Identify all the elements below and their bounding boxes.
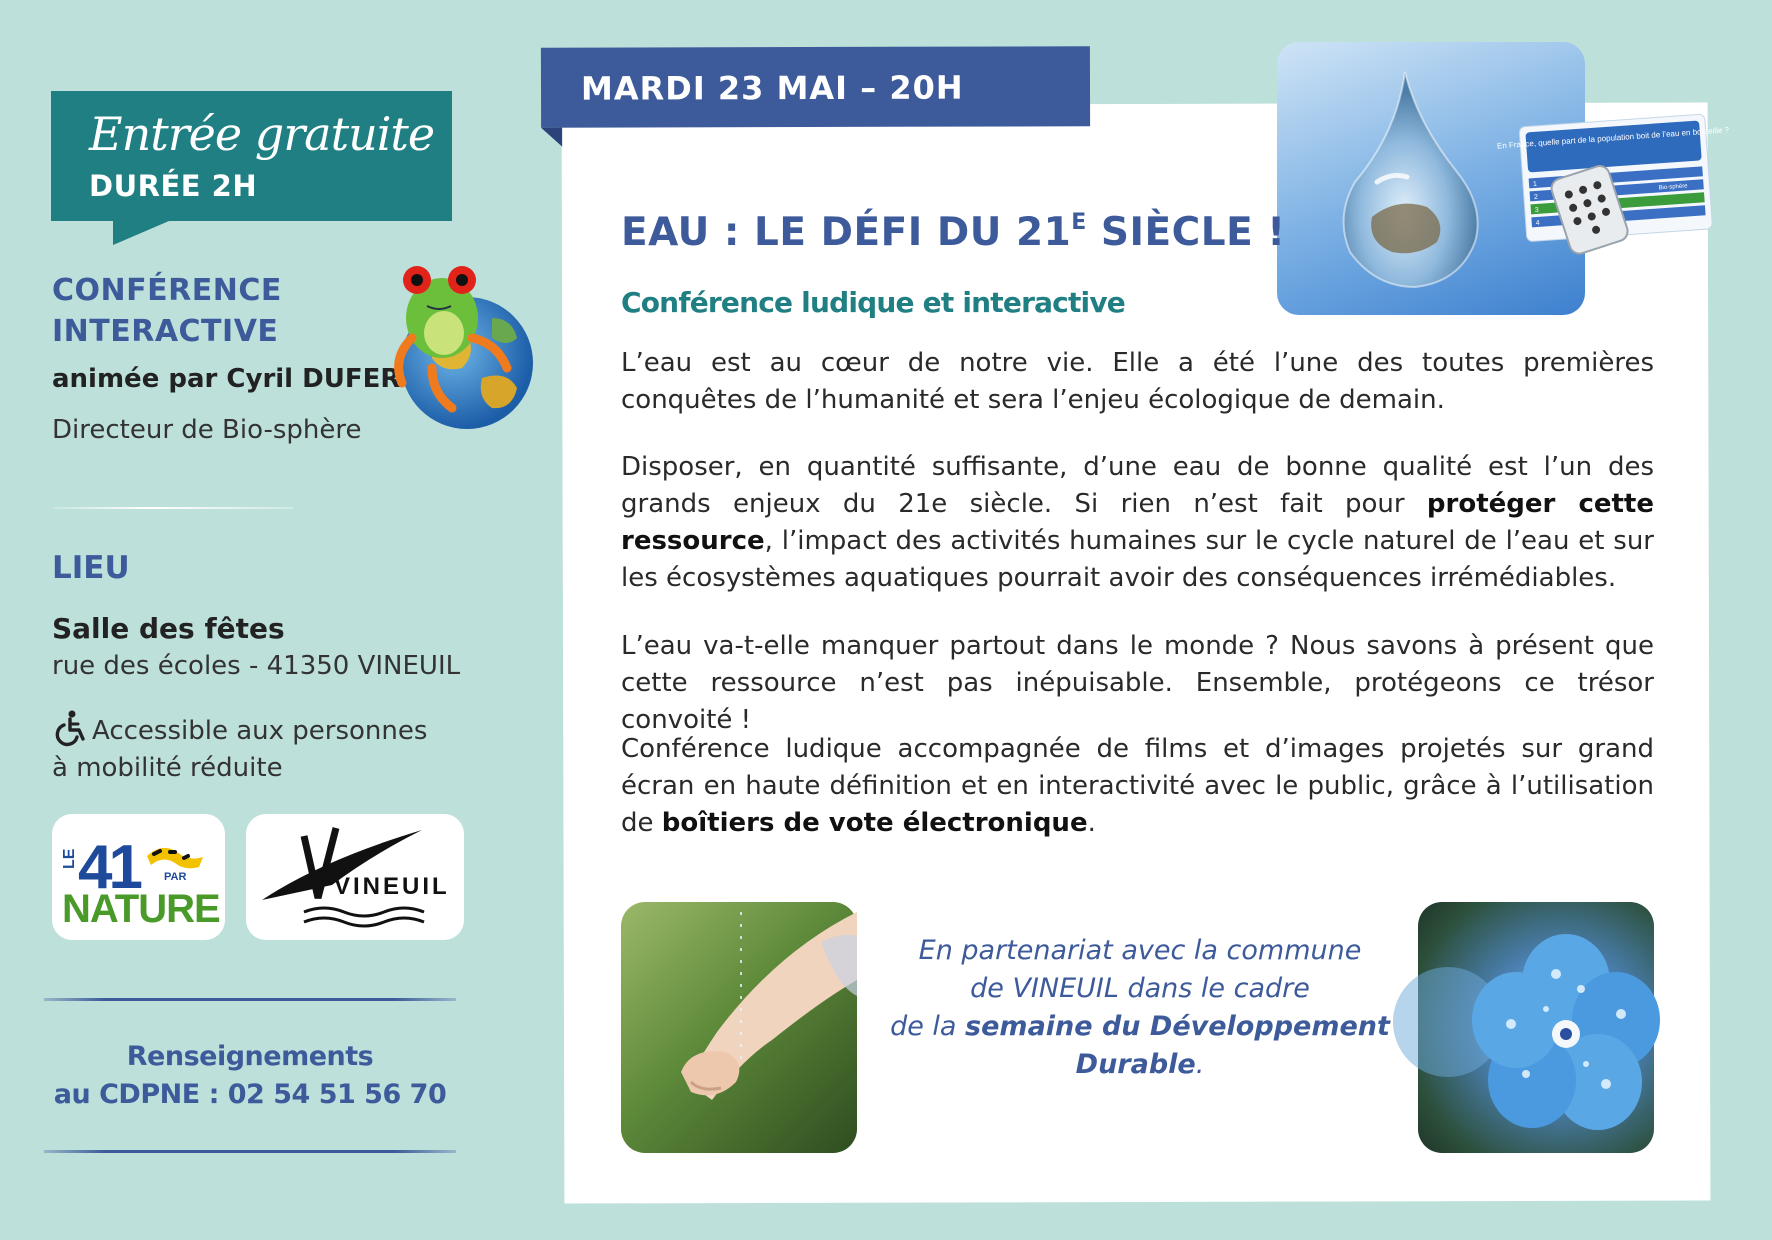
- quiz-option-1-num: 1: [1532, 180, 1538, 189]
- water-drop-graphic: [1277, 42, 1730, 315]
- frog-on-globe-image: [372, 258, 547, 433]
- accessibility-note: [52, 710, 452, 787]
- le41-par-nature-logo: [52, 814, 225, 940]
- location-heading: LIEU: [52, 550, 130, 586]
- quiz-option-3-num: 3: [1534, 206, 1540, 215]
- accessibility-line2: à mobilité réduite: [52, 753, 283, 783]
- left-rule-bottom: [44, 1150, 456, 1153]
- vineuil-logo: [246, 814, 464, 940]
- partnership-line3-start: de la: [890, 1011, 966, 1042]
- date-ribbon: [541, 46, 1090, 127]
- venue-address: rue des écoles - 41350 VINEUIL: [52, 651, 461, 681]
- le41-le-text: LE: [61, 848, 78, 869]
- vineuil-text: VINEUIL: [334, 873, 450, 900]
- info-line1: Renseignements: [126, 1041, 374, 1072]
- paragraph-1: L’eau est au cœur de notre vie. Elle a été l’une des toutes premières conquêtes de l’humanité et sera l’enjeu écologique de demain.: [621, 348, 1654, 415]
- paragraph-2: [621, 449, 1654, 597]
- event-title: [621, 210, 1286, 255]
- wheelchair-icon: [52, 710, 88, 746]
- partnership-line3: [880, 1008, 1400, 1046]
- left-separator: [53, 507, 293, 509]
- paragraph-4: [621, 731, 1654, 842]
- duration-text: DURÉE 2H: [89, 169, 258, 203]
- water-drop-image: [1277, 42, 1730, 315]
- speaker-name: animée par Cyril DUFER: [52, 364, 401, 394]
- conference-title-line1: CONFÉRENCE: [52, 273, 282, 308]
- le41-nature-text: NATURE: [62, 887, 220, 931]
- paragraph-4-start: Conférence ludique accompagnée de films et d’images projetés sur grand écran en haute définition et en interactivité avec le public, grâce à l’utilisation de: [621, 734, 1654, 838]
- le41-logo-graphic: [52, 814, 225, 940]
- partnership-line4-bold: Durable: [1075, 1049, 1196, 1080]
- conference-title-line2: INTERACTIVE: [52, 314, 279, 349]
- event-subtitle: Conférence ludique et interactive: [621, 286, 1126, 319]
- partnership-note: [880, 932, 1400, 1084]
- le41-par-text: PAR: [164, 871, 187, 883]
- event-title-main: EAU : LE DÉFI DU 21: [621, 210, 1072, 255]
- quiz-option-4-num: 4: [1535, 219, 1540, 228]
- info-line2: au CDPNE : 02 54 51 56 70: [53, 1079, 447, 1110]
- event-title-end: SIÈCLE !: [1086, 210, 1286, 255]
- quiz-option-2-num: 2: [1533, 193, 1539, 202]
- le41-number-text: 41: [78, 833, 139, 902]
- info-contact: [44, 1038, 456, 1114]
- partnership-line2: de VINEUIL dans le cadre: [970, 973, 1310, 1004]
- vineuil-logo-graphic: [246, 814, 464, 940]
- event-title-superscript: E: [1071, 210, 1087, 235]
- hand-water-photo: [621, 902, 857, 1153]
- quiz-brand-text: Bio-sphère: [1658, 183, 1688, 192]
- free-entry-text: Entrée gratuite: [89, 107, 435, 161]
- partnership-line4-end: .: [1195, 1049, 1205, 1080]
- left-rule-top: [44, 998, 456, 1001]
- free-entry-badge: [51, 91, 452, 221]
- partnership-line3-bold: semaine du Développement: [965, 1011, 1390, 1042]
- paragraph-3: L’eau va-t-elle manquer partout dans le monde ? Nous savons à présent que cette ressource n’est pas inépuisable. Ensemble, protégeons ce trésor convoité !: [621, 631, 1654, 735]
- conference-type-heading: [52, 270, 352, 352]
- quiz-question-text: En France, quelle part de la population boit de l’eau en bouteille ?: [1496, 125, 1730, 151]
- event-date: MARDI 23 MAI – 20H: [580, 68, 964, 108]
- venue-name: Salle des fêtes: [52, 612, 285, 645]
- paragraph-2-end: , l’impact des activités humaines sur le cycle naturel de l’eau et sur les écosystèmes aquatiques pourrait avoir des conséquences irrémédiables.: [621, 526, 1654, 593]
- paragraph-2-bold: protéger cette ressource: [621, 489, 1654, 556]
- paragraph-4-bold: boîtiers de vote électronique: [661, 808, 1088, 838]
- partnership-line4: [880, 1046, 1400, 1084]
- blue-flower-graphic: [1418, 902, 1654, 1153]
- blue-flower-photo: [1418, 902, 1654, 1153]
- speaker-role: Directeur de Bio-sphère: [52, 415, 362, 445]
- partnership-line1: En partenariat avec la commune: [918, 935, 1362, 966]
- paragraph-4-end: .: [1087, 808, 1096, 838]
- hand-water-graphic: [621, 902, 857, 1153]
- paragraph-2-start: Disposer, en quantité suffisante, d’une eau de bonne qualité est l’un des grands enjeux du 21e siècle. Si rien n’est fait pour: [621, 452, 1654, 519]
- accessibility-line1: Accessible aux personnes: [92, 716, 428, 746]
